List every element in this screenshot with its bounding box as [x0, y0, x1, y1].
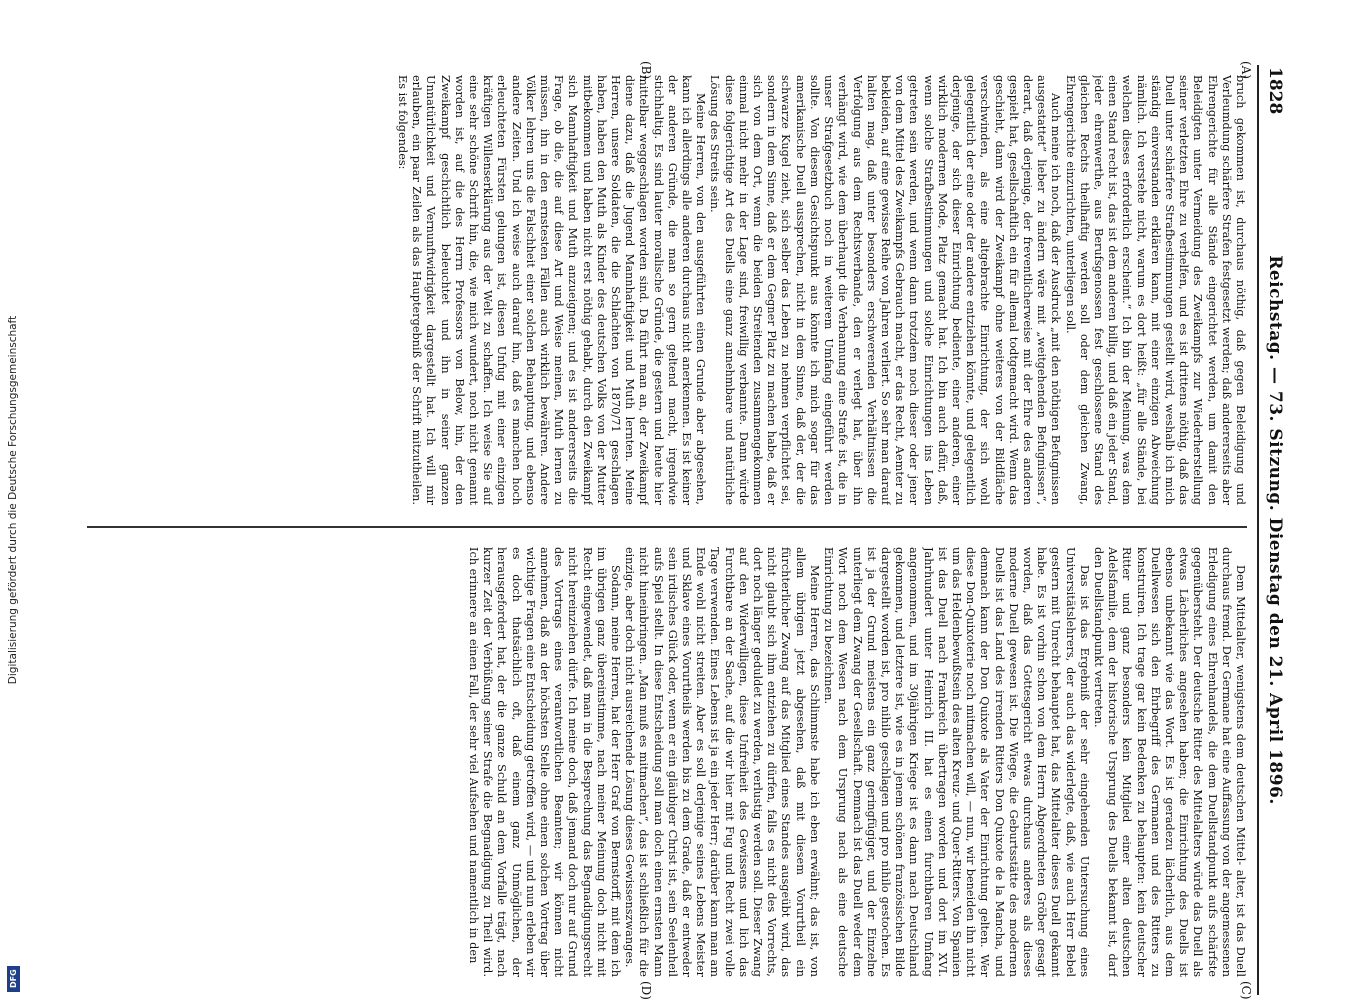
paragraph: Auch meine ich noch, daß der Ausdruck „mit den nöthigen Befugnissen ausgestattet“ lieber zu ändern wäre mit „weitgehenden Befugnissen“, derart, daß derjenige, der freventlicherweise mit der Ehre des anderen gespielt hat, gesellschaftlich ein für allemal todtgemacht wird. Wenn das geschieht, dann wird der Zweikampf ohne weiteres von der Bildfläche verschwinden, als eine altgebrachte Einrichtung, der sich wohl gelegentlich der eine oder der andere entziehen könnte, und gelegentlich derjenige, der sich dieser Einrichtung bediente, einer anderen, einer wirklich modernen Mode, Platz gemacht hat. Ich bin auch dafür, daß, wenn solche Strafbestimmungen und solche Einrichtungen ins Leben getreten sein werden, und wenn dann trotzdem noch dieser oder jener von dem Mittel des Zweikampfs Gebrauch macht, er das Recht, Aemter zu bekleiden, auf eine gewisse Reihe von Jahren verliert. So sehr man darauf halten mag, daß unter besonders erschwerenden Verhältnissen die Verfolgung aus dem Rechtsverbande, den er verlegt hat, über ihn verhängt wird, wie dem überhaupt die Verbannung eine Strafe ist, die in unser Strafgesetzbuch noch in weiterem Umfang eingeführt werden sollte. Von diesem Gesichtspunkt aus könnte ich mich sogar für das amerikanische Duell aussprechen, nicht in dem Sinne, daß der, der die schwarze Kugel zieht, sich selber das Leben zu nehmen verpflichtet sei, sondern in dem Sinne, daß er dem Gegner Platz zu machen habe, daß er sich von dem Ort, wenn die beiden Streitenden zusammengekommen einmal nicht mehr in der Lage sind, freiwillig verbannte. Dann würde diese folgerichtige Art des Duells eine ganz annehmbare und natürliche Lösung des Streits sein. — [708, 75, 1063, 505]
dfg-logo: DFG — [7, 966, 20, 992]
paragraph: Sodann, meine Herren, hat der Herr Graf von Bernstorff, mit dem ich im übrigen ganz übereinstimme, nach meiner Meinung doch nicht mit Recht eingewendet, daß man in die Besprechung das Begnadigungsrecht nicht hereinziehen dürfe. Ich meine doch, daß jemand doch nur auf Grund des Vortrags eines verantwortlichen Beamten; wir können nicht annehmen, daß an der höchsten Stelle ohne einen solchen Vortrag über wichtige Fragen eine Entscheidung getroffen wird, — und nun erleben wir es doch thatsächlich oft, daß einem ganz Unmöglichen, der herausgefordert hat, der die ganze Schuld an dem Vorfalle trägt, nach kurzer Zeit der Verbüßung seiner Strafe die Begnadigung zu Theil wird. Ich erinnere an einen Fall, der sehr viel Aufsehen und namentlich in den — [467, 547, 623, 977]
paragraph: Meine Herren, von den ausgeführten einen Grunde aber abgesehen, kann ich allerdings alle anderen durchaus nicht anerkennen. Es ist keiner der anderen Gründe, die man so gern geltend macht, irgendwie stichhaltig. Es sind lauter moralische Gründe, die gestern und heute hier mittelbar weggeschlagen worden sind. Da führt man an, der Zweikampf diene dazu, daß die Jugend Mannhaftigkeit und Muth lernten. Meine Herren, unsere Soldaten, die die Schlachten von 1870/71 geschlagen haben, haben den Muth als Kinder des deutschen Volks von der Mutter mitbekommen und haben nicht erst nöthig gehabt, durch den Zweikampf sich Mannhaftigkeit und Muth anzueignen; und es ist andererseits die Frage, ob die, die auf diese Art und Weise meinen, Muth lernen zu müssen, ihn in den ernstesten Fällen auch wirklich bewähren. Andere Völker lehren uns die Falschheit einer solchen Behauptung, und ebenso andere Zeiten. Und ich weise auch darauf hin, daß es manchen hoch erleuchteten Fürsten gelungen ist, diesen Unfug mit einer einzigen kräftigen Willenserklärung aus der Welt zu schaffen. Ich weise Sie auf eine sehr schöne Schrift hin, die, wie mich wundert, noch nicht genannt worden ist, auf die des Herrn Professors von Below, hin, der den Zweikampf geschichtlich beleuchtet und ihn in seiner ganzen Unnatürlichkeit und Vernunftwidrigkeit dargestellt hat. Ich will mir erlauben, ein paar Zeilen als das Hauptergebniß der Schrift mitzutheilen. Es ist folgendes: — [396, 75, 708, 505]
digitization-credit — [3, 0, 23, 1000]
margin-letter-d: (D) — [639, 981, 653, 1000]
left-column — [87, 75, 1247, 505]
paragraph: Das ist das Ergebniß der sehr eingehenden Untersuchung eines Universitätslehrers, der auch das widerlegte, daß, wie auch Herr Bebel gestern mit Unrecht behauptet hat, das Mittelalter dieses Duell gekannt habe. Es ist vorhin schon von dem Herrn Abgeordneten Gröber gesagt worden, daß das Gottesgericht etwas durchaus anderes als dieses moderne Duell gewesen ist. Die Wiege, die Geburtsstätte des modernen Duells ist das Land des irrenden Ritters Don Quixote de la Mancha, und demnach kann der Don Quixote als Vater der Einrichtung gelten. Wer diese Don-Quixoterie noch mitmachen will, — nun, wir beneiden ihn nicht um das Heldenbewußtsein des alten Kreuz- und Quer-Ritters. Von Spanien ist das Duell nach Frankreich übertragen worden und dort im XVI. Jahrhundert unter Heinrich III. hat es einen furchtbaren Umfang angenommen, und im 30jährigen Kriege ist es dann nach Deutschland gekommen, und letztere ist, wie es in jenem schönen französischen Bilde dargestellt worden ist, pro nihilo geschlagen und pro nihilo gestochen. Es ist ja der Grund meistens ein ganz geringfügiger, und der Einzelne unterliegt dem Zwang der Gesellschaft. Demnach ist das Duell weder dem Wort noch dem Wesen nach dem Ursprung nach als eine deutsche Einrichtung zu bezeichnen. — [822, 547, 1091, 977]
margin-letter-c: (C) — [1239, 981, 1253, 1000]
quoted-paragraph: Dem Mittelalter, wenigstens dem deutschen Mittel- alter, ist das Duell durchaus fremd. Der Germane hat eine Auffassung von der angemessenen Erledigung eines Ehrenhandels, die dem Duellstandpunkt aufs schärfste gegenübersteht. Der deutsche Ritter des Mittelalters würde das Duell als etwas Lächerliches angesehen haben; die Einrichtung des Duells ist ebenso unbekannt wie das Wort. Es ist geradezu lächerlich, aus dem Duellwesen sich den Ehrbegriff des Germanen und des Ritters zu konstruiren. Ich trage gar kein Bedenken zu behaupten: kein deutscher Ritter und ganz besonders kein Mitglied einer alten deutschen Adelsfamilie, dem der historische Ursprung des Duells bekannt ist, darf den Duellstandpunkt vertreten. — [1091, 547, 1247, 977]
newspaper-page — [73, 61, 1293, 1000]
running-title: Reichstag. — 73. Sitzung. Dienstag den 21. April 1896. — [1265, 255, 1285, 805]
paragraph: bruch gekommen ist, durchaus nöthig, daß gegen Beleidigung und Verleumdung schärfere Strafen festgesetzt werden; daß andererseits aber Ehrengerichte für alle Stände eingerichtet werden, um damit den Beleidigten unter Vermeidung des Zweikampfs zur Wiederherstellung seiner verletzten Ehre zu verhelfen, und es ist drittens nöthig, daß das Duell unter schärfere Strafbestimmungen gestellt wird, weshalb ich mich ständig einverstanden erklären kann, mit einer einzigen Abweichung nämlich. Ich verstehe nicht, warum es dort heißt: „für alle Stände, bei welchen dieses erforderlich erscheint.“ Ich bin der Meinung, was dem einen Stand recht ist, das ist dem anderen billig, und daß ein jeder Stand, jeder ehrenwerthe, aus Berufsgenossen fest geschlossene Stand des gleichen Rechts theilhaftig werden soll oder dem gleichen Zwang, Ehrengerichte einzurichten, unterliegen soll. — [1063, 75, 1247, 505]
page-number: 1828 — [1265, 67, 1285, 115]
right-column — [87, 547, 1247, 977]
credit-text: Digitalisierung gefördert durch die Deutsche Forschungsgemeinschaft — [7, 315, 19, 685]
page-header — [1257, 65, 1285, 995]
paragraph: Meine Herren, das Schlimmste habe ich eben erwähnt; das ist, von allem übrigen jetzt abgesehen, daß mit diesem Vorurtheil ein fürchterlicher Zwang auf das Mitglied eines Standes ausgeübt wird, das nicht glaubt sich ihm entziehen zu dürfen, falls es nicht des Vorrechts, dort noch länger geduldet zu werden, verlustig werden soll. Dieser Zwang auf den Widerwilligen, diese Unfreiheit des Gewissens und lich das Furchtbare an der Sache, auf die wir hier mit Fug und Recht zwei volle Tage verwenden. Eines Lebens ist ja ein jeder Herr; darüber kann man am Ende wohl nicht streiten. Aber es soll derjenige seines Lebens Meister und Sklave eines Vorurtheils werden bis zu dem Grade, daß er entweder sein irdisches Glück oder, wenn er ein gläubiger Christ ist, sein Seelenheil aufs Spiel stellt. In diese Entscheidung soll man doch einen ernsten Mann nicht hineinbringen. „Man muß es mitmachen“, das ist schließlich für die einzige, aber doch nicht ausreichende Lösung dieses Gewissenszwanges. — [623, 547, 821, 977]
margin-letter-a: (A) — [1239, 61, 1253, 80]
margin-letter-b: (B) — [639, 61, 653, 80]
column-divider — [87, 526, 1247, 528]
